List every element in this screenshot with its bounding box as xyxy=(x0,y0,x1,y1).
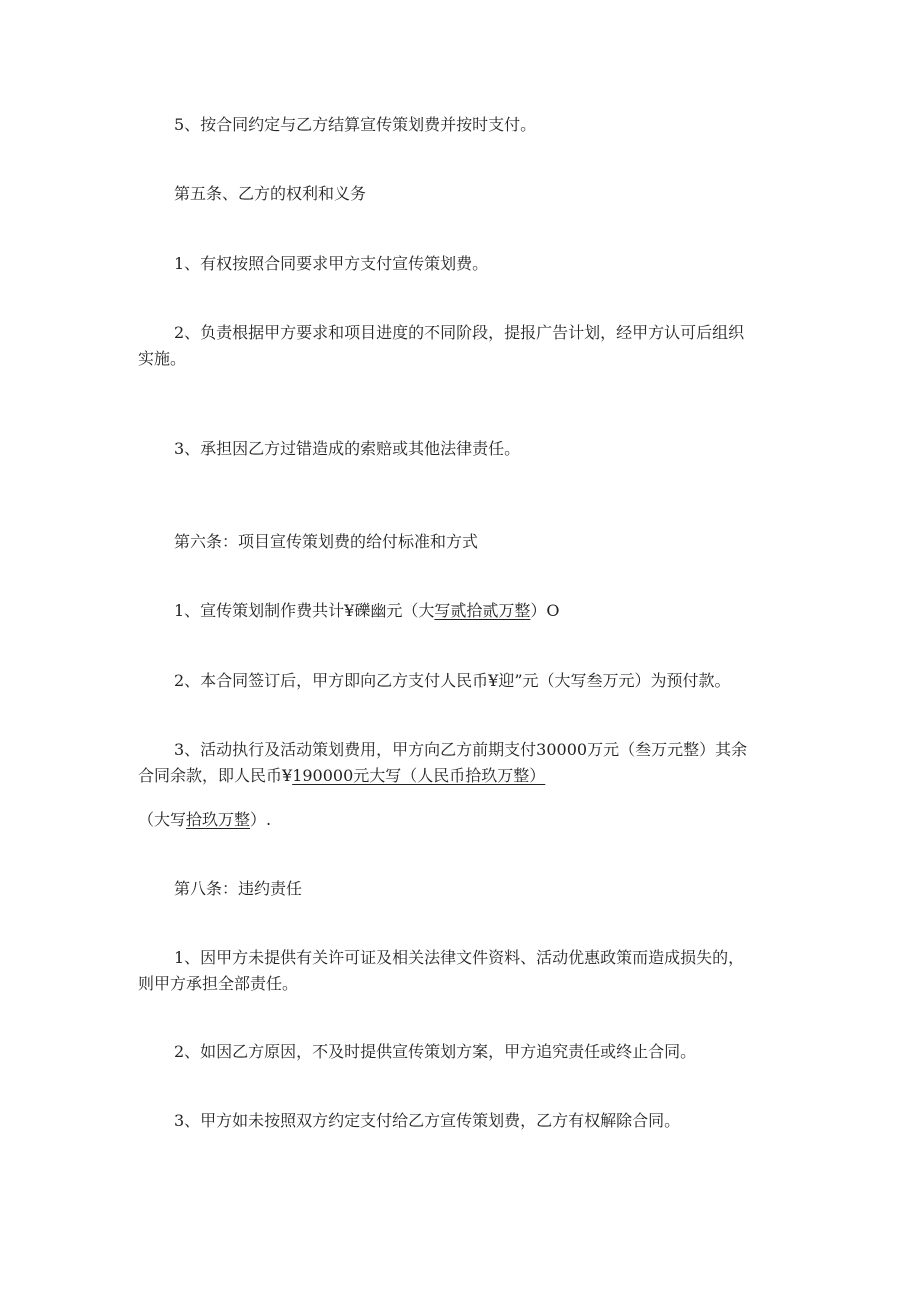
clause-party-a-item-5: 5、按合同约定与乙方结算宣传策划费并按时支付。 xyxy=(174,115,537,134)
article-5-heading: 第五条、乙方的权利和义务 xyxy=(174,184,367,203)
clause-party-b-item-3: 3、承担因乙方过错造成的索赔或其他法律责任。 xyxy=(174,439,521,458)
clause-party-b-item-2: 2、负责根据甲方要求和项目进度的不同阶段，提报广告计划，经甲方认可后组织 实施。 xyxy=(138,323,745,368)
fee-item-3: 3、活动执行及活动策划费用，甲方向乙方前期支付30000万元（叁万元整）其余 合同余款，即人民币¥190000元大写（人民币拾玖万整） xyxy=(138,740,748,785)
clause-party-b-item-1: 1、有权按照合同要求甲方支付宣传策划费。 xyxy=(174,254,489,273)
fee-item-2: 2、本合同签订后，甲方即向乙方支付人民币¥迎”元（大写叁万元）为预付款。 xyxy=(174,671,731,690)
fee-amount-uppercase: （大写拾玖万整）. xyxy=(138,810,272,829)
article-6-heading: 第六条：项目宣传策划费的给付标准和方式 xyxy=(174,532,479,551)
fee-item-1: 1、宣传策划制作费共计¥礫幽元（大写贰拾贰万整）O xyxy=(174,601,560,620)
liability-item-3: 3、甲方如未按照双方约定支付给乙方宣传策划费，乙方有权解除合同。 xyxy=(174,1111,681,1130)
liability-item-2: 2、如因乙方原因，不及时提供宣传策划方案，甲方追究责任或终止合同。 xyxy=(174,1042,697,1061)
liability-item-1: 1、因甲方未提供有关许可证及相关法律文件资料、活动优惠政策而造成损失的， 则甲方承担全部责任。 xyxy=(138,948,745,993)
article-8-heading: 第八条：违约责任 xyxy=(174,879,303,898)
